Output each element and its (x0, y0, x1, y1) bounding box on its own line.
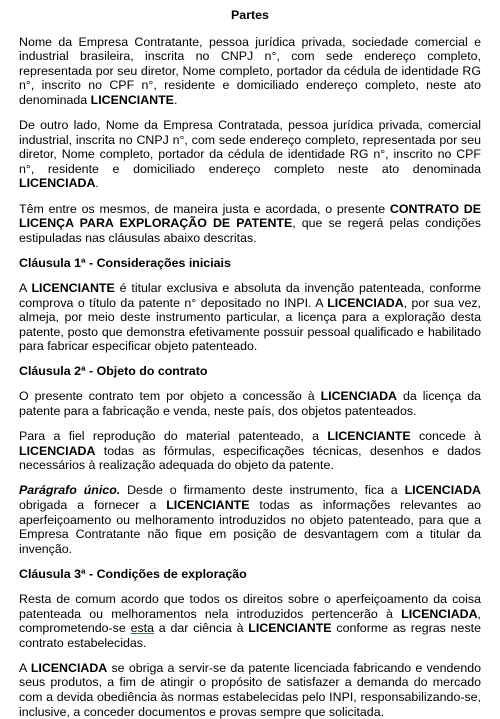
paragraph-parties-contracted (19, 118, 481, 191)
bold-term: LICENCIADA (30, 660, 108, 675)
paragraph-clause-2-object (19, 389, 481, 418)
text-run: da licença da patente para a fabricação e venda, neste país, dos objetos patenteados. (19, 389, 482, 419)
italic-term: Parágrafo único. (19, 483, 121, 498)
bold-term: LICENCIADA (404, 483, 481, 498)
text-run: , por sua vez, almeja, por meio deste instrumento particular, a licença para a exploração desta patente, posto que demonstra efetivamente possuir pessoal qualificado e habilitado para fabricar especificar objeto patenteado. (19, 295, 481, 354)
bold-term: LICENCIANTE (166, 498, 250, 513)
bold-term: CONTRATO DE LICENÇA PARA EXPLORAÇÃO DE PATENTE (19, 201, 481, 231)
text-run: . (173, 92, 178, 107)
paragraph-parties-contractor (19, 35, 481, 108)
paragraph-clause-2-reproduction (19, 429, 481, 473)
bold-term: LICENCIANTE (248, 621, 332, 636)
bold-term: LICENCIANTE (327, 429, 411, 444)
text-run: conforme as regras neste contrato estabelecidas. (19, 621, 481, 650)
bold-term: LICENCIADA (327, 295, 404, 310)
clause-2-heading: Cláusula 2ª - Objeto do contrato (19, 364, 208, 379)
text-run: De outro lado, Nome da Empresa Contratada, pessoa jurídica privada, comercial industrial, inscrita no CNPJ n°, com sede endereço completo, representada por seu diretor, Nome completo, portador da cédula de identidade RG n°, inscrito no CPF n°, residente e domiciliado endereço completo neste ato denominada (19, 118, 481, 176)
page-title: Partes (231, 8, 269, 22)
bold-term: LICENCIANTE (31, 280, 115, 295)
spellcheck-underlined-word: esta (130, 621, 154, 636)
text-run: , que se regerá pelas condições estipuladas nas cláusulas abaixo descritas. (19, 216, 481, 245)
text-run: concede à (410, 429, 481, 444)
paragraph-clause-3-rights (19, 592, 481, 650)
text-run: , comprometendo-se (19, 606, 481, 636)
text-run: Nome da Empresa Contratante, pessoa jurídica privada, sociedade comercial e industrial brasileira, inscrita no CNPJ n°, com sede endereço completo, representada por seu diretor, Nome completo, portador da cédula de identidade RG n°, inscrito no CPF n°, residente e domiciliado endereço completo, neste ato denominada (19, 34, 481, 107)
text-run: é titular exclusiva e absoluta da invenção patenteada, conforme comprova o título da patente n° depositado no INPI. A (19, 280, 482, 310)
text-run: O presente contrato tem por objeto a concessão à (19, 389, 321, 404)
text-run: todas as fórmulas, especificações técnicas, desenhos e dados necessários à realização adequada do objeto da patente. (19, 443, 481, 473)
paragraph-clause-1 (19, 281, 481, 354)
paragraph-clause-3-obligations (19, 661, 481, 719)
text-run: Resta de comum acordo que todos os direitos sobre o aperfeiçoamento da coisa patenteada ou melhoramentos nela introduzidos pertencerão à (19, 592, 481, 621)
text-run: Desde o firmamento deste instrumento, fica a (120, 483, 405, 498)
paragraph-agreement (19, 202, 481, 246)
text-run: obrigada a fornecer a (19, 498, 167, 513)
paragraph-sole-paragraph (19, 483, 481, 556)
text-run: a dar ciência à (153, 621, 249, 636)
bold-term: LICENCIADA (19, 176, 96, 191)
text-run: todas as informações relevantes ao aperfeiçoamento ou melhoramento introduzidos no objeto patenteado, para que a Empresa Contratante não fique em posição de desvantagem com a titular da invenção. (19, 498, 481, 556)
bold-term: LICENCIANTE (90, 92, 174, 107)
bold-term: LICENCIADA (320, 389, 397, 404)
bold-term (19, 483, 120, 497)
clause-3-heading: Cláusula 3ª - Condições de exploração (19, 566, 247, 581)
clause-1-heading: Cláusula 1ª - Considerações iniciais (19, 255, 231, 270)
text-run: se obriga a servir-se da patente licenciada fabricando e vendendo seus produtos, a fim de atingir o propósito de satisfazer a demanda do mercado com a devida obediência às normas estabelecidas pelo INPI, responsabilizando-se, inclusive, a conceder documentos e provas sempre que solicitada. (19, 660, 481, 719)
text-run: A (19, 280, 32, 295)
text-run: Têm entre os mesmos, de maneira justa e acordada, o presente (19, 201, 390, 216)
text-run: A (19, 660, 31, 675)
bold-term: LICENCIADA (19, 443, 96, 458)
text-run: . (95, 176, 99, 191)
text-run: Para a fiel reprodução do material patenteado, a (19, 429, 328, 444)
bold-term: LICENCIADA (401, 606, 478, 621)
